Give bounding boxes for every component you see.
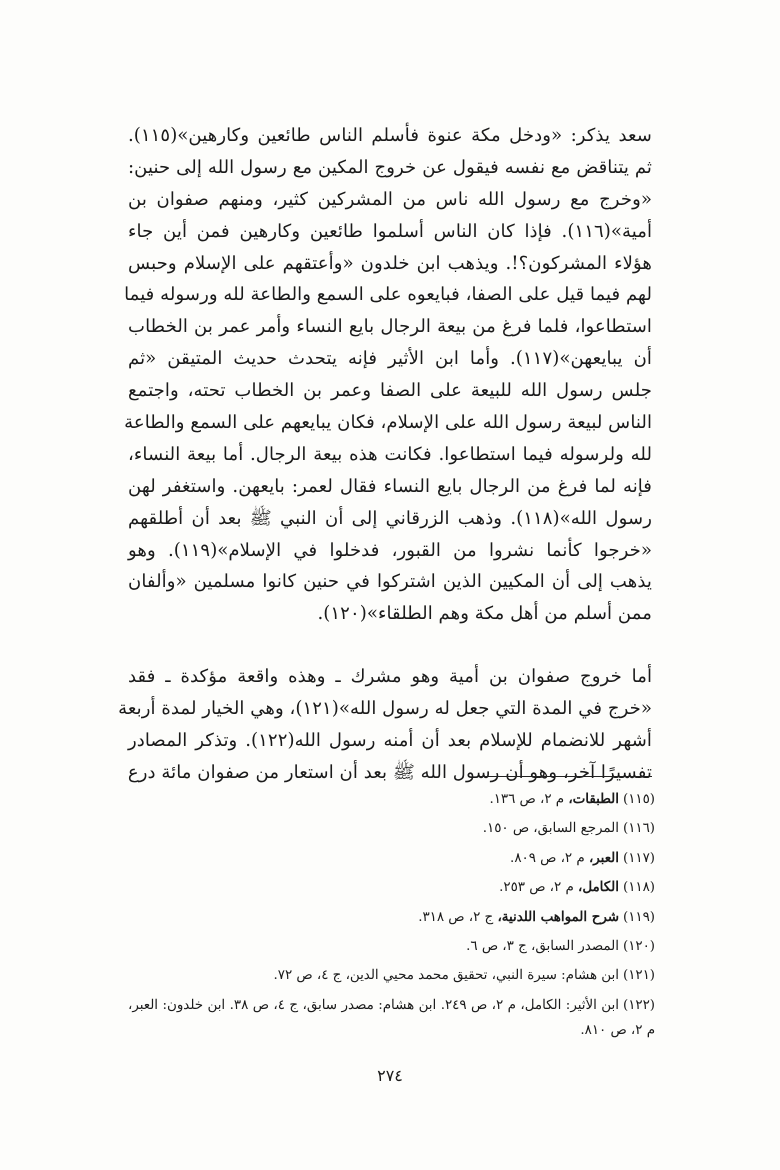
footnote-120	[128, 933, 655, 962]
text-line: أما خروج صفوان بن أمية وهو مشرك ـ وهذه واقعة مؤكدة ـ فقد	[128, 666, 652, 688]
footnote-text: ابن الأثير: الكامل، م ٢، ص ٢٤٩. ابن هشام: مصدر سابق، ج ٤، ص ٣٨. ابن خلدون: العبر، م ٢، ص ٨١٠.	[128, 997, 655, 1038]
text-line: هؤلاء المشركون؟!. ويذهب ابن خلدون «وأعتقهم على الإسلام وحبس	[128, 252, 652, 274]
text-line: لهم فيما قيل على الصفا، فبايعوه على السمع والطاعة لله ورسوله فيما	[124, 284, 652, 306]
footnote-source: العبر،	[588, 849, 619, 866]
footnote-119	[128, 903, 655, 933]
footnote-text: المصدر السابق، ج ٣، ص ٦.	[466, 938, 619, 954]
text-line: ثم يتناقض مع نفسه فيقول عن خروج المكين مع رسول الله إلى حنين:	[128, 156, 652, 178]
page-number: ٢٧٤	[377, 1066, 403, 1085]
text-line: سعد يذكر: «ودخل مكة عنوة فأسلم الناس طائعين وكارهين»(١١٥).	[128, 125, 652, 146]
footnote-number: (١٢١)	[622, 967, 655, 983]
footnote-122	[128, 991, 655, 1043]
text-line: «خرجوا كأنما نشروا من القبور، فدخلوا في الإسلام»(١١٩). وهو	[128, 539, 652, 561]
footnote-116	[128, 815, 655, 844]
footnote-number: (١٢٢)	[622, 997, 655, 1013]
footnote-source: الكامل،	[578, 879, 619, 896]
footnote-text: م ٢، ص ٨٠٩.	[510, 850, 589, 866]
footnote-121	[128, 962, 655, 991]
text-line: أمية»(١١٦). فإذا كان الناس أسلموا طائعين وكارهين فمن أين جاء	[128, 220, 652, 242]
footnote-number: (١١٥)	[622, 792, 655, 807]
footnote-text: م ٢، ص ٢٥٣.	[499, 880, 579, 896]
text-line: «وخرج مع رسول الله ناس من المشركين كثير، ومنهم صفوان بن	[128, 188, 652, 210]
text-line: «خرج في المدة التي جعل له رسول الله»(١٢١)، وهي الخيار لمدة أربعة	[118, 698, 652, 720]
footnote-number: (١١٧)	[622, 850, 655, 866]
footnote-number: (١١٦)	[622, 820, 655, 836]
text-line: أن يبايعهن»(١١٧). وأما ابن الأثير فإنه يتحدث حديث المتيقن «ثم	[128, 348, 652, 370]
text-line: رسول الله»(١١٨). وذهب الزرقاني إلى أن النبي ﷺ بعد أن أطلقهم	[128, 507, 652, 529]
footnote-text: ابن هشام: سيرة النبي، تحقيق محمد محيي الدين، ج ٤، ص ٧٢.	[273, 967, 619, 983]
footnotes	[128, 785, 655, 1043]
footnote-118	[128, 873, 655, 903]
text-line: لله ولرسوله فيما استطاعوا. فكانت هذه بيعة الرجال. أما بيعة النساء،	[128, 443, 652, 465]
text-line: تفسيرًا آخر، وهو أن رسول الله ﷺ بعد أن استعار من صفوان مائة درع	[127, 761, 652, 783]
footnote-117	[128, 844, 655, 874]
paragraph-2	[118, 661, 652, 789]
footnote-number: (١١٩)	[622, 910, 655, 926]
text-line: الناس لبيعة رسول الله على الإسلام، فكان يبايعهم على السمع والطاعة	[124, 412, 652, 434]
footnote-text: المرجع السابق، ص ١٥٠.	[482, 820, 619, 836]
footnote-number: (١١٨)	[622, 880, 655, 896]
main-text	[118, 120, 652, 789]
text-line: فإنه لما فرغ من الرجال بايع النساء فقال لعمر: بايعهن. واستغفر لهن	[128, 475, 652, 497]
footnote-source: شرح المواهب اللدنية،	[497, 909, 619, 926]
footnote-115	[128, 785, 655, 815]
footnote-text: م ٢، ص ١٣٦.	[489, 792, 569, 807]
footnote-divider	[480, 776, 652, 777]
text-line: استطاعوا، فلما فرغ من بيعة الرجال بايع النساء وأمر عمر بن الخطاب	[128, 316, 652, 338]
paragraph-1	[124, 120, 652, 630]
text-line: يذهب إلى أن المكيين الذين اشتركوا في حنين كانوا مسلمين «وألفان	[128, 571, 652, 593]
footnote-source: الطبقات،	[568, 791, 619, 807]
text-line: أشهر للانضمام للإسلام بعد أن أمنه رسول الله(١٢٢). وتذكر المصادر	[128, 730, 652, 752]
footnote-text: ج ٢، ص ٣١٨.	[418, 910, 498, 926]
text-line: جلس رسول الله للبيعة على الصفا وعمر بن الخطاب تحته، واجتمع	[128, 380, 652, 402]
text-line: ممن أسلم من أهل مكة وهم الطلقاء»(١٢٠).	[317, 603, 652, 625]
footnote-number: (١٢٠)	[622, 938, 655, 954]
